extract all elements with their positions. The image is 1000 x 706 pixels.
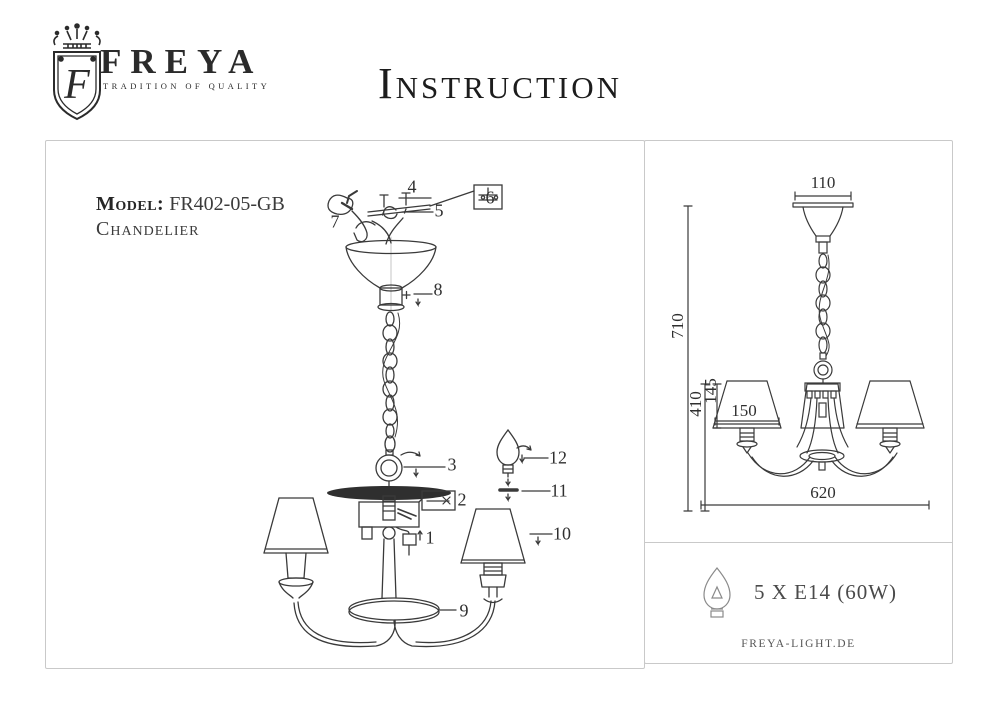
chandelier-dimension-drawing xyxy=(645,141,952,542)
model-label: Model: xyxy=(96,193,165,215)
logo-letter: F xyxy=(64,62,90,108)
central-column xyxy=(382,539,396,598)
bulb-spec-text: 5 X E14 (60W) xyxy=(753,579,898,604)
right-lampshade-part xyxy=(461,509,525,603)
part-label-5: 5 xyxy=(434,200,444,221)
part-label-12: 12 xyxy=(549,447,567,468)
bulb-icon xyxy=(700,566,734,618)
wire xyxy=(356,222,375,228)
left-arm xyxy=(294,603,395,647)
product-type: Chandelier xyxy=(96,218,200,240)
dimension-drawing-section xyxy=(645,141,952,543)
model-value: FR402-05-GB xyxy=(164,193,285,215)
bulb-spec-row xyxy=(645,566,952,618)
part-label-2: 2 xyxy=(457,489,467,510)
website-text: FREYA-LIGHT.DE xyxy=(741,638,856,650)
right-arm xyxy=(394,601,495,647)
dim-line-710 xyxy=(684,206,692,511)
canopy-screw-part xyxy=(403,292,432,306)
part-label-1: 1 xyxy=(425,527,435,548)
right-shade-outline xyxy=(856,381,924,453)
body-plate-part xyxy=(359,496,419,539)
part-label-9: 9 xyxy=(459,600,469,621)
dim-line-110 xyxy=(795,192,851,200)
chandelier-exploded-diagram xyxy=(46,141,644,668)
header xyxy=(0,0,1000,140)
chain-outline xyxy=(816,254,830,356)
part-label-3: 3 xyxy=(447,454,457,475)
dim-label-shade-height: 145 xyxy=(701,378,720,404)
bulb-part xyxy=(497,430,548,477)
dim-label-total-width: 620 xyxy=(810,483,836,502)
canopy-outline xyxy=(793,203,853,253)
s-hook-part xyxy=(384,207,433,219)
dimensions-panel xyxy=(644,140,953,664)
bulb-spec-section xyxy=(645,542,952,663)
freya-shield-logo xyxy=(46,22,108,122)
left-lampshade-part xyxy=(264,498,328,598)
chain-part xyxy=(383,312,400,452)
dim-label-body-height: 410 xyxy=(686,391,705,417)
part-label-10: 10 xyxy=(553,523,571,544)
part-label-8: 8 xyxy=(433,279,443,300)
cord-switch-part xyxy=(396,527,422,555)
dim-label-shade-width: 150 xyxy=(731,401,757,420)
brand-name: FREYA xyxy=(100,42,263,81)
washer-part xyxy=(500,479,550,500)
right-arm xyxy=(416,601,491,643)
part-label-7: 7 xyxy=(330,211,340,232)
part-label-4: 4 xyxy=(407,176,417,197)
page-title: Instruction xyxy=(378,59,622,108)
crown-icon xyxy=(54,24,100,48)
dim-label-total-height: 710 xyxy=(668,313,687,339)
leader-arrow xyxy=(536,537,540,544)
cover-disc-part xyxy=(327,486,451,500)
hub-outline xyxy=(805,353,840,398)
brand-tagline: TRADITION OF QUALITY xyxy=(103,81,271,91)
exploded-view-panel xyxy=(45,140,645,669)
base-ring-part xyxy=(349,598,456,623)
dim-label-canopy-width: 110 xyxy=(810,173,836,192)
part-label-11: 11 xyxy=(550,480,568,501)
left-arm xyxy=(298,602,376,643)
hanging-ring-part xyxy=(376,450,445,490)
part-label-6: 6 xyxy=(485,187,495,208)
